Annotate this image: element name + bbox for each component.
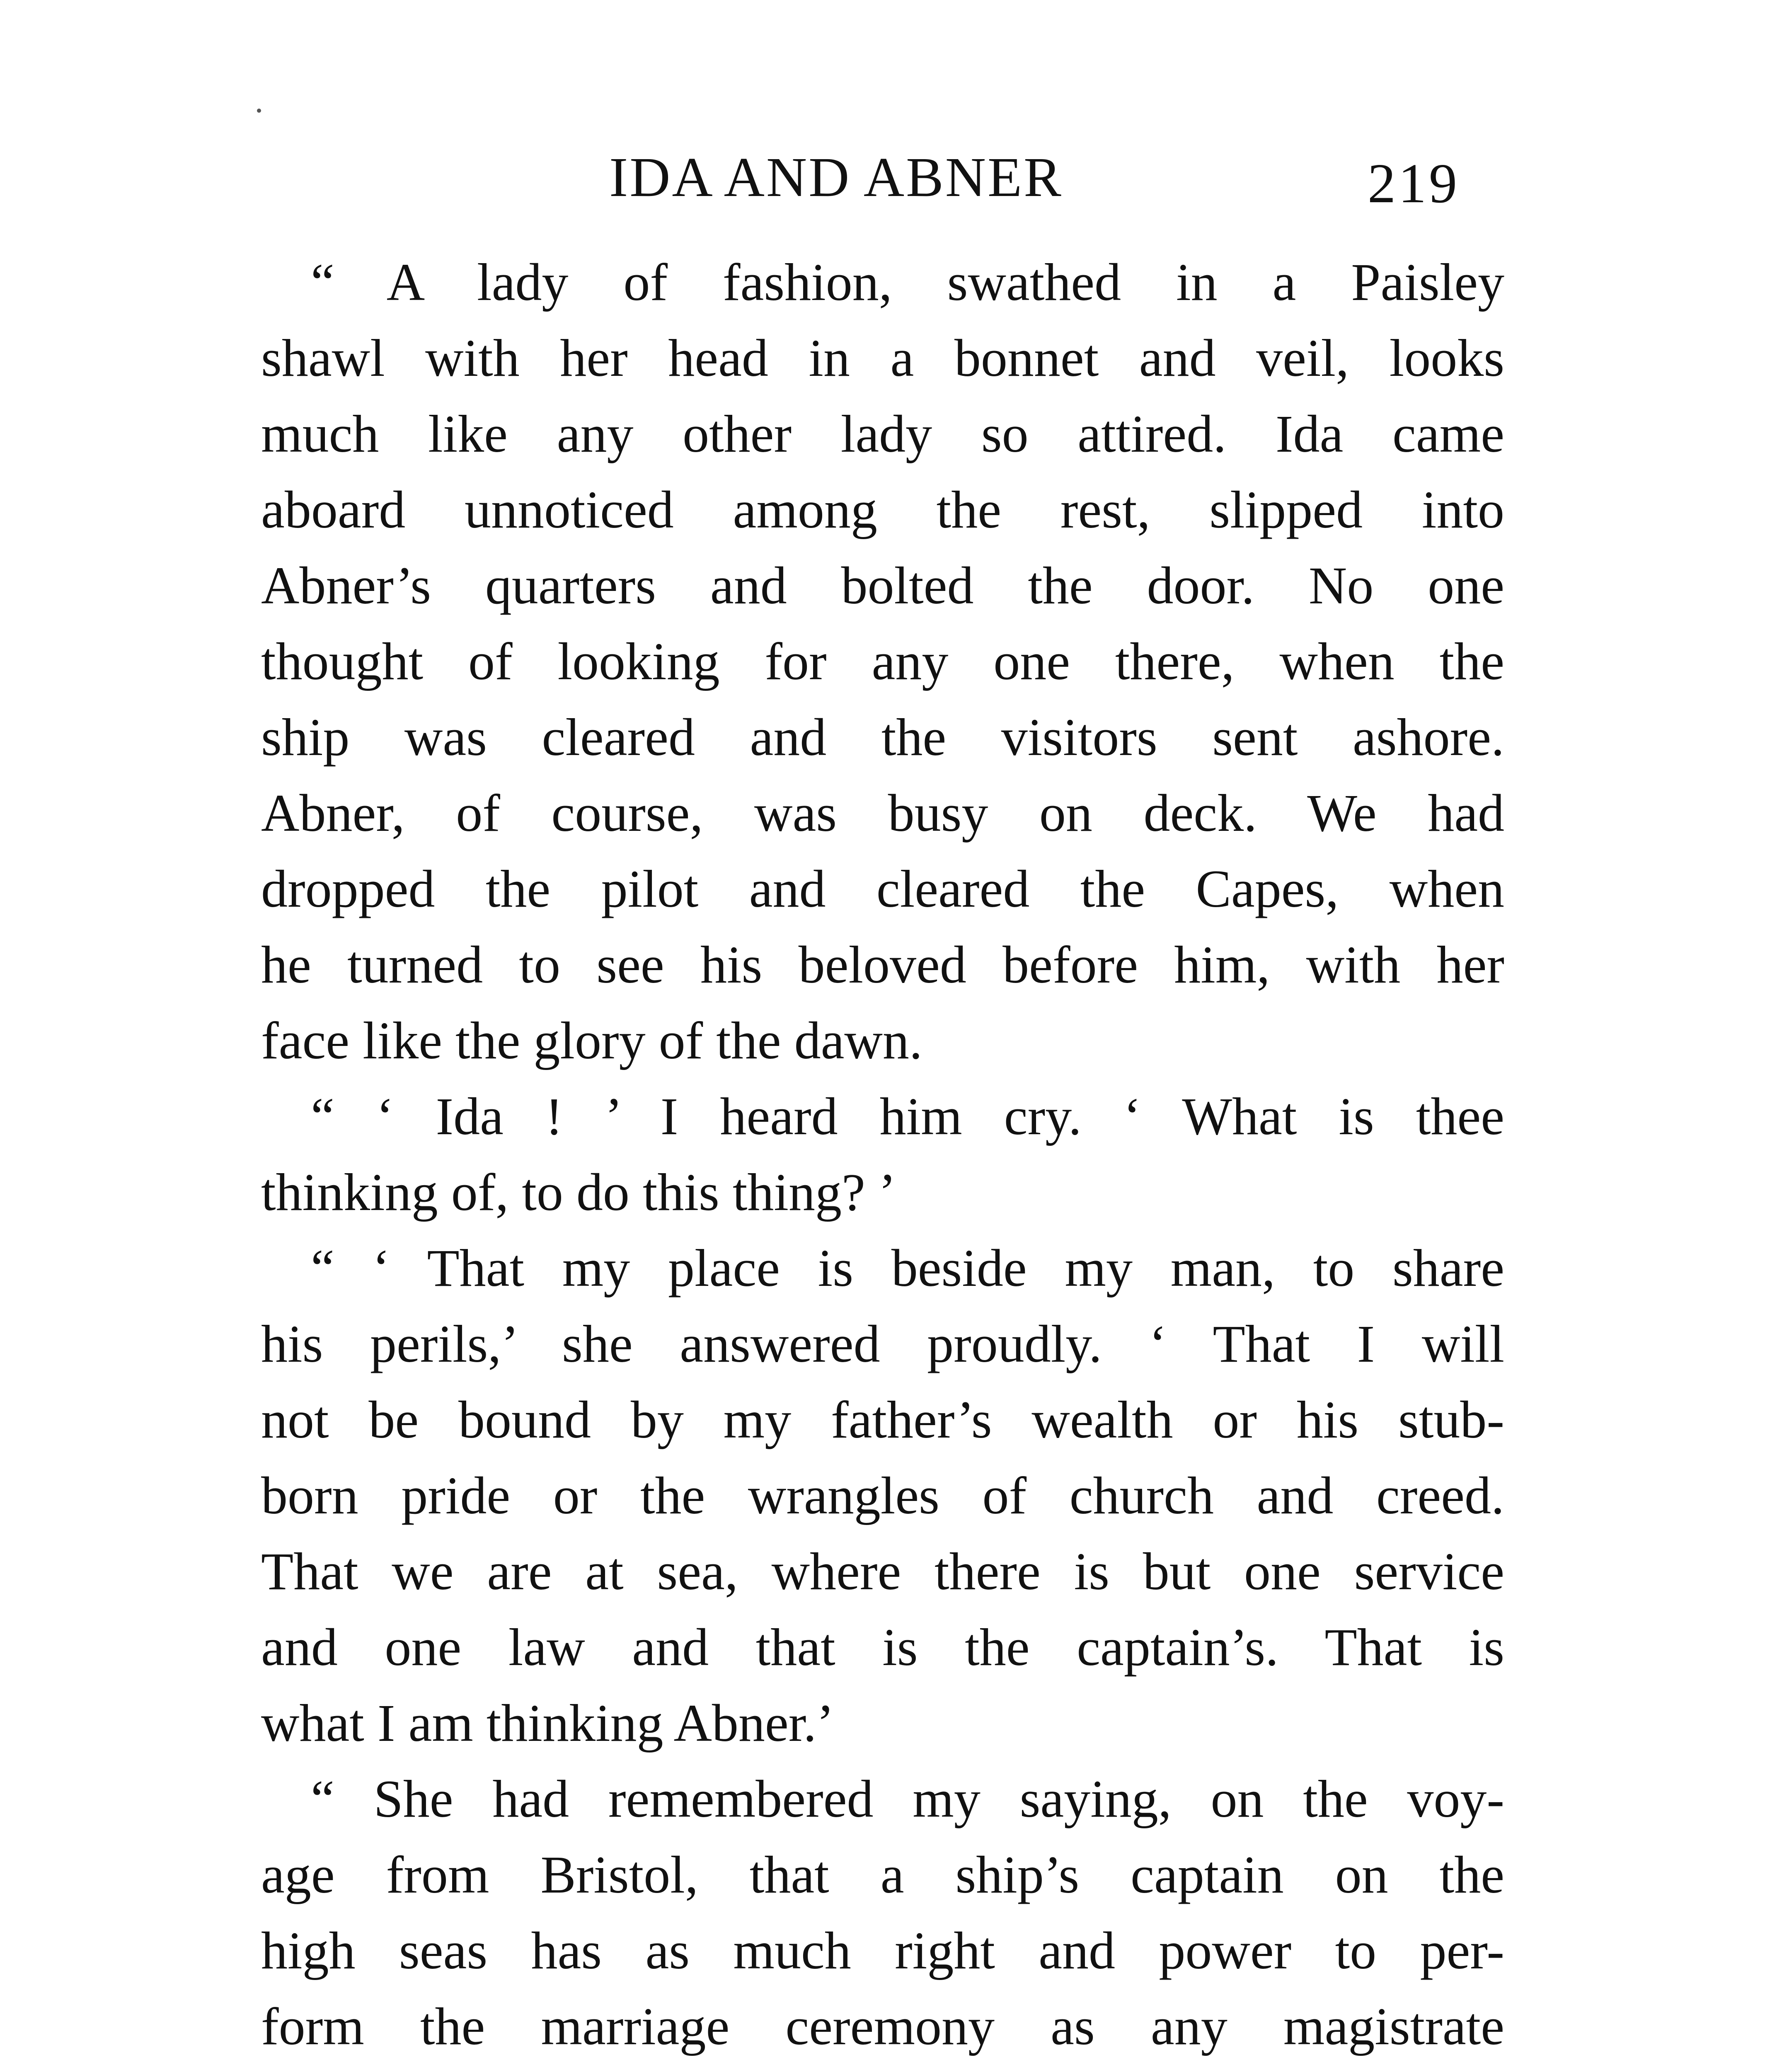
paragraph xyxy=(261,1230,1504,1761)
text-line: not be bound by my father’s wealth or his stub- xyxy=(261,1390,1504,1449)
text-line: much like any other lady so attired. Ida came xyxy=(261,404,1504,463)
text-line: aboard unnoticed among the rest, slipped into xyxy=(261,480,1504,539)
text-line: thinking of, to do this thing? ’ xyxy=(261,1163,896,1222)
text-line: ship was cleared and the visitors sent ashore. xyxy=(261,708,1504,767)
text-line: thought of looking for any one there, when the xyxy=(261,632,1504,691)
text-line: “ ‘ Ida ! ’ I heard him cry. ‘ What is thee xyxy=(311,1087,1504,1146)
text-line: he turned to see his beloved before him, with her xyxy=(261,935,1504,994)
page-number: 219 xyxy=(1368,152,1460,215)
text-line: form the marriage ceremony as any magistrate xyxy=(261,1997,1504,2056)
text-line: Abner’s quarters and bolted the door. No one xyxy=(261,556,1504,615)
text-line: “ She had remembered my saying, on the voy- xyxy=(311,1769,1504,1828)
text-line: “ ‘ That my place is beside my man, to share xyxy=(311,1239,1504,1297)
text-line: his perils,’ she answered proudly. ‘ That I will xyxy=(261,1314,1504,1373)
body-text xyxy=(261,244,1504,2072)
text-line: born pride or the wrangles of church and creed. xyxy=(261,1466,1504,1525)
text-line: and one law and that is the captain’s. That is xyxy=(261,1618,1504,1677)
text-line: Abner, of course, was busy on deck. We had xyxy=(261,784,1504,842)
paragraph xyxy=(261,244,1504,1079)
text-line: what I am thinking Abner.’ xyxy=(261,1694,834,1752)
text-line xyxy=(261,2065,1504,2072)
text-line: high seas has as much right and power to per- xyxy=(261,1921,1504,1980)
text-line: age from Bristol, that a ship’s captain on the xyxy=(261,1845,1504,1904)
text-line: shawl with her head in a bonnet and veil, looks xyxy=(261,329,1504,387)
print-speck xyxy=(257,109,261,113)
text-line: That we are at sea, where there is but one service xyxy=(261,1542,1504,1601)
paragraph xyxy=(261,1761,1504,2072)
text-line: “ A lady of fashion, swathed in a Paisley xyxy=(311,253,1504,312)
text-line: face like the glory of the dawn. xyxy=(261,1011,922,1070)
text-line: dropped the pilot and cleared the Capes, when xyxy=(261,859,1504,918)
running-head-title: IDA AND ABNER xyxy=(609,146,1063,208)
paragraph xyxy=(261,1079,1504,1230)
